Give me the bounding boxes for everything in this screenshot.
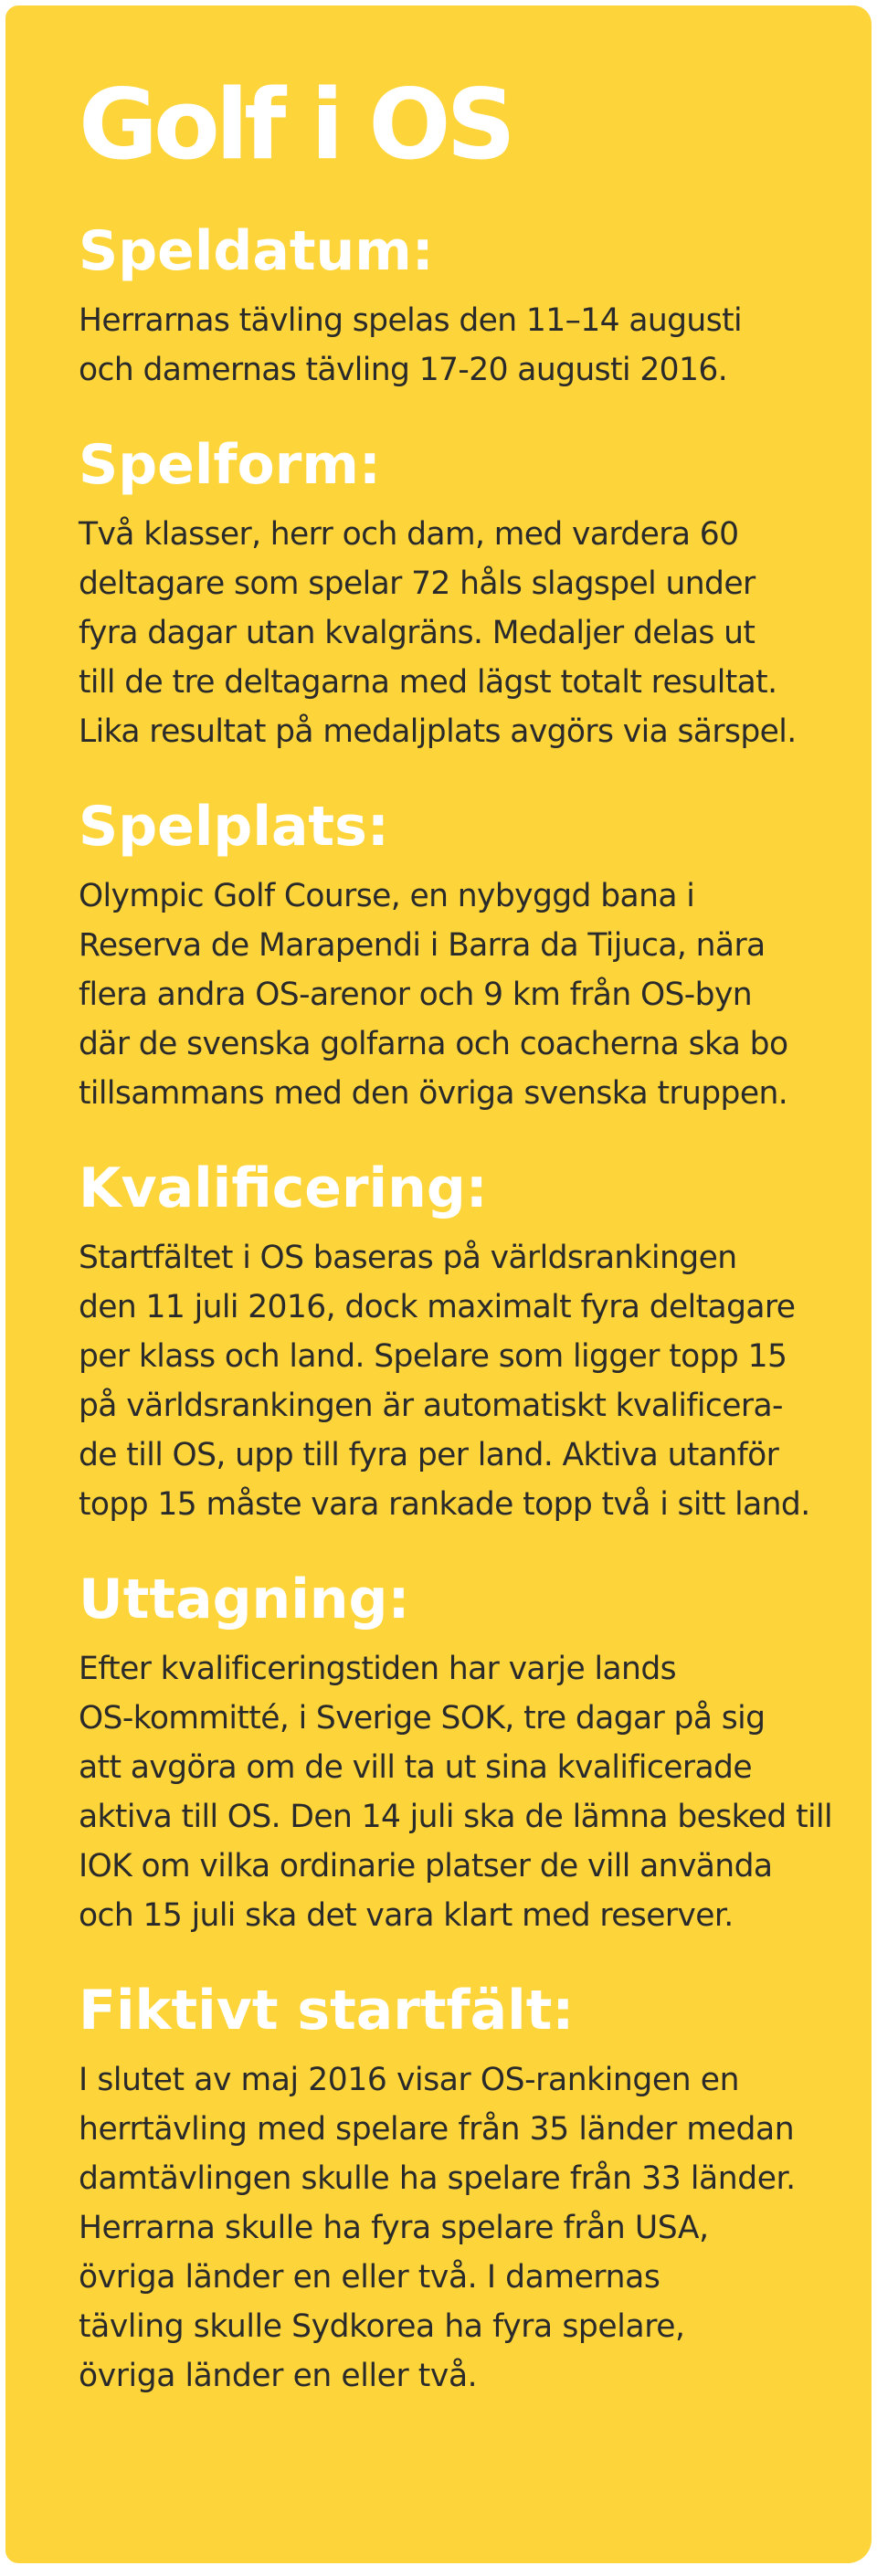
section-body: Efter kvalificeringstiden har varje lands OS-kommitté, i Sverige SOK, tre dagar på sig att avgöra om de vill ta ut sina kvalificerade aktiva till OS. Den 14 juli ska de lämna besked till IOK om vilka ordinarie platser de vill använda och 15 juli ska det vara klart med reserver. (79, 1651, 832, 1934)
section-speldatum (79, 219, 846, 395)
section-body: Två klasser, herr och dam, med vardera 60 deltagare som spelar 72 håls slagspel under fyra dagar utan kvalgräns. Medaljer delas ut till de tre deltagarna med lägst totalt resultat. Lika resultat på medaljplats avgörs via särspel. (79, 516, 797, 750)
section-body: Startfältet i OS baseras på världsrankingen den 11 juli 2016, dock maximalt fyra deltagare per klass och land. Spelare som ligger topp 15 på världsrankingen är automatiskt kvalificera- de till OS, upp till fyra per land. Aktiva utanför topp 15 måste vara rankade topp två i sitt land. (79, 1240, 810, 1523)
section-heading: Spelplats: (79, 795, 389, 859)
section-uttagning (79, 1568, 846, 1940)
section-heading: Kvalificering: (79, 1156, 488, 1220)
page-title: Golf i OS (79, 69, 512, 181)
section-spelform (79, 433, 846, 756)
section-heading: Uttagning: (79, 1568, 410, 1631)
info-panel (5, 5, 872, 2563)
section-heading: Fiktivt startfält: (79, 1979, 575, 2043)
section-body: Herrarnas tävling spelas den 11–14 augusti och damernas tävling 17-20 augusti 2016. (79, 302, 742, 388)
section-body: I slutet av maj 2016 visar OS-rankingen en herrtävling med spelare från 35 länder medan damtävlingen skulle ha spelare från 33 länder. Herrarna skulle ha fyra spelare från USA, övriga länder en eller två. I damernas tävling skulle Sydkorea ha fyra spelare, övriga länder en eller två. (79, 2062, 796, 2394)
section-body: Olympic Golf Course, en nybyggd bana i Reserva de Marapendi i Barra da Tijuca, nära flera andra OS-arenor och 9 km från OS-byn där de svenska golfarna och coacherna ska bo tillsammans med den övriga svenska truppen. (79, 878, 788, 1112)
section-kvalificering (79, 1156, 846, 1529)
section-heading: Spelform: (79, 433, 381, 497)
panel-content (79, 71, 846, 2439)
section-spelplats (79, 795, 846, 1118)
section-heading: Speldatum: (79, 219, 434, 283)
section-fiktivt-startfalt (79, 1979, 846, 2401)
